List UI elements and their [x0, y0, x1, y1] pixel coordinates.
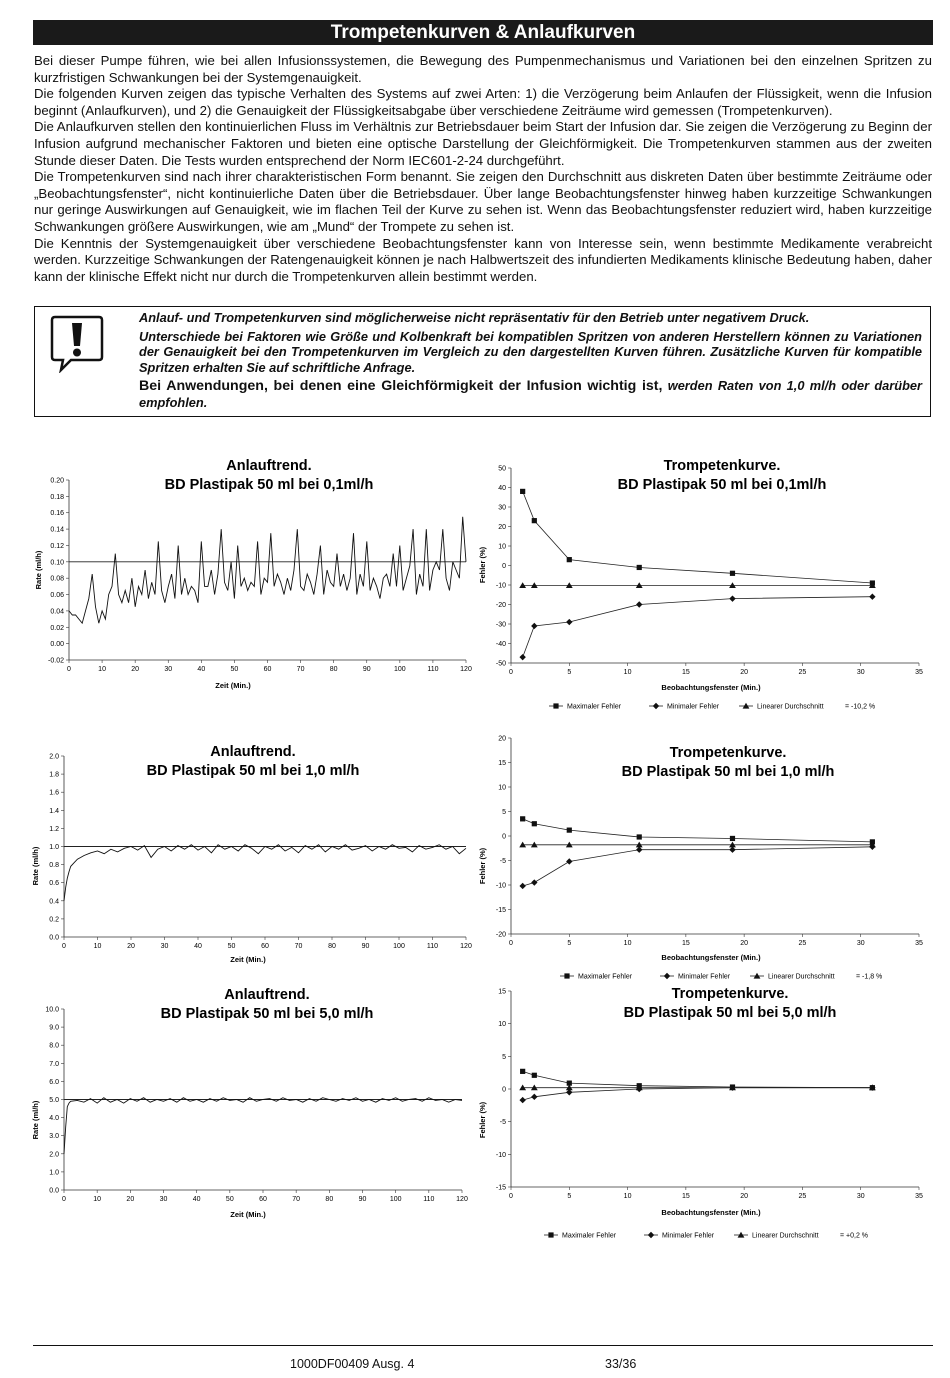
max-error-marker	[520, 489, 525, 494]
y-tick-label: 5.0	[49, 1097, 59, 1104]
page-title: Trompetenkurven & Anlaufkurven	[33, 20, 933, 45]
y-tick-label: 9.0	[49, 1024, 59, 1032]
legend-label: Linearer Durchschnitt	[757, 703, 824, 711]
y-axis-label: Fehler (%)	[478, 546, 487, 584]
chart-subtitle: BD Plastipak 50 ml bei 0,1ml/h	[617, 477, 827, 493]
y-tick-label: 10	[498, 543, 506, 551]
x-tick-label: 10	[623, 1193, 632, 1200]
x-tick-label: 15	[681, 1193, 690, 1200]
x-tick-label: 20	[740, 1193, 749, 1200]
x-tick-label: 60	[261, 943, 269, 950]
max-error-marker	[730, 571, 735, 576]
legend-average-value: = -10,2 %	[845, 703, 876, 711]
x-tick-label: 90	[362, 666, 371, 673]
y-tick-label: -20	[495, 931, 506, 939]
y-tick-label: 0	[502, 1086, 506, 1094]
x-axis-label: Beobachtungsfenster (Min.)	[661, 1208, 761, 1217]
legend-average-value: = -1,8 %	[856, 973, 883, 981]
x-tick-label: 50	[230, 666, 239, 673]
x-tick-label: 35	[915, 669, 923, 676]
x-tick-label: 60	[263, 666, 272, 673]
max-error-marker	[532, 518, 537, 523]
x-tick-label: 120	[460, 943, 472, 950]
legend-label: Minimaler Fehler	[662, 1232, 715, 1240]
y-tick-label: 30	[498, 504, 506, 512]
min-error-marker	[531, 623, 537, 629]
y-tick-label: 10.0	[45, 1006, 59, 1014]
x-axis-label: Beobachtungsfenster (Min.)	[661, 683, 761, 692]
min-error-marker	[664, 973, 670, 979]
x-tick-label: 20	[740, 940, 749, 947]
x-tick-label: 110	[426, 943, 439, 950]
warning-line: Unterschiede bei Faktoren wie Größe und Kolbenkraft bei kompatiblen Spritzen von anderen Herstellern können zu Variationen der Genauigkeit bei den Trompetenkurven im Vergleich zu den dargestellten Kurven führen. Zusätzliche Kurven für kompatible Spritzen erhalten Sie auf schriftliche Anfrage.	[139, 328, 922, 375]
y-tick-label: -5	[499, 1119, 506, 1127]
min-error-marker	[519, 883, 525, 889]
min-error-marker	[729, 847, 735, 853]
x-tick-label: 100	[393, 666, 406, 673]
min-error-marker	[636, 847, 642, 853]
x-tick-label: 100	[393, 943, 405, 950]
footer-rule	[33, 1345, 933, 1346]
series-line	[523, 847, 873, 886]
x-tick-label: 35	[915, 1193, 923, 1200]
legend-label: Maximaler Fehler	[567, 703, 622, 711]
x-tick-label: 5	[567, 1193, 572, 1200]
y-axis-label: Rate (ml/h)	[31, 1100, 40, 1140]
x-tick-label: 30	[164, 666, 173, 673]
min-error-marker	[566, 619, 572, 625]
y-tick-label: 0.00	[50, 641, 64, 649]
y-tick-label: 20	[498, 524, 506, 531]
x-tick-label: 90	[361, 943, 370, 950]
y-tick-label: 40	[498, 485, 506, 492]
x-tick-label: 0	[67, 666, 71, 673]
min-error-marker	[648, 1232, 654, 1238]
x-tick-label: 20	[126, 1196, 135, 1203]
rate-line	[64, 845, 466, 901]
min-error-marker	[729, 595, 735, 601]
legend-label: Linearer Durchschnitt	[752, 1232, 819, 1240]
x-tick-label: 10	[98, 666, 106, 673]
y-tick-label: 5	[502, 1053, 506, 1061]
x-tick-label: 120	[456, 1196, 468, 1203]
x-tick-label: 20	[127, 943, 135, 950]
x-tick-label: 80	[329, 666, 338, 673]
x-tick-label: 50	[225, 1196, 234, 1203]
x-tick-label: 10	[93, 943, 102, 950]
chart-subtitle: BD Plastipak 50 ml bei 1,0 ml/h	[621, 764, 835, 780]
x-tick-label: 80	[328, 943, 336, 950]
max-error-marker	[567, 557, 572, 562]
warning-line: Anlauf- und Trompetenkurven sind möglicherweise nicht repräsentativ für den Betrieb unter negativem Druck.	[139, 310, 810, 325]
x-tick-label: 100	[389, 1196, 402, 1203]
x-tick-label: 70	[292, 1196, 301, 1203]
x-tick-label: 40	[192, 1196, 201, 1203]
y-tick-label: 8.0	[49, 1042, 59, 1050]
x-axis-label: Zeit (Min.)	[230, 955, 266, 964]
x-tick-label: 25	[798, 1193, 807, 1200]
max-error-marker	[567, 828, 572, 833]
series-line	[523, 1071, 873, 1087]
y-tick-label: 0.04	[50, 608, 64, 616]
warning-recommendation: werden Raten von 1,0 ml/h oder darüber empfohlen.	[139, 378, 922, 410]
x-tick-label: 5	[567, 669, 572, 676]
legend-label: Minimaler Fehler	[678, 973, 731, 981]
max-error-marker	[730, 836, 735, 841]
min-error-marker	[869, 594, 875, 600]
x-tick-label: 70	[294, 943, 303, 950]
y-tick-label: 1.0	[49, 1169, 59, 1177]
chart-subtitle: BD Plastipak 50 ml bei 1,0 ml/h	[146, 763, 360, 779]
y-tick-label: 0.0	[49, 1187, 59, 1195]
intro-paragraph: Die Trompetenkurven sind nach ihrer charakteristischen Form benannt. Sie zeigen den Durchschnitt aus diskreten Daten über bestimmte Zeiträume oder „Beobachtungsfenster“, nicht kontinuierliche Daten über die Betriebsdauer. Über lange Beobachtungsfenster hinweg haben kurzzeitige Schwankungen nur geringe Auswirkungen auf Genauigkeit, wie im flachen Teil der Kurve zu sehen ist. Wenn das Beobachtungsfenster reduziert wird, haben kurzzeitige Schwankungen größere Auswirkungen, wie am „Mund“ der Trompete zu sehen ist.	[34, 169, 932, 234]
y-tick-label: 0.8	[49, 862, 59, 870]
y-tick-label: 0.16	[50, 510, 64, 518]
y-tick-label: 7.0	[49, 1060, 59, 1068]
max-error-marker	[637, 834, 642, 839]
x-tick-label: 50	[227, 943, 236, 950]
y-tick-label: -15	[495, 1184, 506, 1192]
x-tick-label: 80	[325, 1196, 334, 1203]
intro-paragraph: Die Anlaufkurven stellen den kontinuierlichen Fluss im Verhältnis zur Betriebsdauer beim Start der Infusion dar. Sie zeigen die Verzögerung zu Beginn der Infusion aufgrund mechanischer Faktoren und bieten eine optische Darstellung der Gleichförmigkeit. Die Trompetenkurven stammen aus der zweiten Stunde dieser Daten. Die Tests wurden entsprechend der Norm IEC601-2-24 durchgeführt.	[34, 119, 932, 168]
chart-subtitle: BD Plastipak 50 ml bei 5,0 ml/h	[623, 1005, 837, 1021]
x-tick-label: 30	[159, 1196, 168, 1203]
x-tick-label: 30	[160, 943, 169, 950]
y-tick-label: 1.0	[49, 844, 59, 851]
x-tick-label: 0	[509, 940, 513, 947]
y-tick-label: 0.0	[49, 934, 59, 942]
document-id: 1000DF00409 Ausg. 4	[290, 1357, 415, 1371]
series-line	[523, 819, 873, 842]
y-axis-label: Rate (ml/h)	[31, 846, 40, 886]
rate-line	[64, 1098, 462, 1154]
max-error-marker	[532, 1073, 537, 1078]
y-tick-label: 0.06	[50, 592, 64, 600]
y-tick-label: -5	[499, 858, 506, 865]
intro-paragraph: Die Kenntnis der Systemgenauigkeit über verschiedene Beobachtungsfenster kann von Interesse sein, wenn bestimmte Medikamente verabreicht werden. Kurzzeitige Schwankungen der Ratengenauigkeit können je nach Halbwertszeit des infundierten Medikaments klinische Bedeutung haben, daher kann der klinische Effekt nicht nur durch die Trompetenkurven allein bestimmt werden.	[34, 235, 932, 284]
legend-label: Maximaler Fehler	[578, 973, 633, 981]
y-tick-label: 0.10	[50, 559, 64, 567]
y-tick-label: 50	[498, 465, 506, 473]
x-tick-label: 60	[259, 1196, 267, 1203]
y-tick-label: 1.8	[49, 771, 59, 779]
chart-subtitle: BD Plastipak 50 ml bei 0,1ml/h	[164, 477, 374, 493]
y-tick-label: -20	[495, 602, 506, 609]
x-tick-label: 90	[358, 1196, 367, 1203]
x-tick-label: 10	[93, 1196, 102, 1203]
max-error-marker	[520, 816, 525, 821]
x-tick-label: 10	[623, 669, 632, 676]
legend-average-value: = +0,2 %	[840, 1232, 869, 1240]
chart-title: Trompetenkurve.	[669, 745, 787, 761]
y-tick-label: -10	[495, 582, 506, 590]
x-tick-label: 0	[62, 943, 66, 950]
x-tick-label: 30	[856, 940, 865, 947]
y-tick-label: 20	[498, 735, 506, 743]
y-tick-label: 15	[498, 988, 506, 996]
max-error-marker	[548, 1232, 553, 1237]
min-error-marker	[531, 879, 537, 885]
series-line	[523, 1088, 873, 1100]
y-tick-label: 0.20	[50, 477, 64, 485]
x-tick-label: 10	[623, 940, 632, 947]
x-tick-label: 15	[681, 940, 690, 947]
series-line	[523, 597, 873, 657]
y-tick-label: -50	[495, 660, 506, 668]
x-tick-label: 5	[567, 940, 572, 947]
min-error-marker	[519, 654, 525, 660]
max-error-marker	[637, 565, 642, 570]
y-tick-label: 0.18	[50, 493, 64, 501]
chart-title: Anlauftrend.	[226, 458, 312, 474]
y-tick-label: -15	[495, 907, 506, 914]
x-tick-label: 20	[131, 666, 140, 673]
y-axis-label: Fehler (%)	[478, 1101, 487, 1139]
y-tick-label: 0.12	[50, 542, 64, 550]
y-tick-label: 0.4	[49, 898, 59, 906]
y-tick-label: 2.0	[49, 1151, 59, 1159]
x-tick-label: 15	[681, 669, 690, 676]
y-tick-label: 1.4	[49, 807, 59, 815]
y-tick-label: 3.0	[49, 1133, 59, 1141]
x-tick-label: 40	[197, 666, 206, 673]
x-tick-label: 35	[915, 940, 923, 947]
x-tick-label: 0	[509, 669, 513, 676]
y-tick-label: 15	[498, 760, 506, 767]
x-axis-label: Zeit (Min.)	[215, 681, 251, 690]
x-tick-label: 110	[427, 666, 439, 673]
y-tick-label: -0.02	[48, 657, 64, 665]
series-line	[523, 491, 873, 583]
x-tick-label: 30	[856, 1193, 865, 1200]
min-error-marker	[531, 1094, 537, 1100]
max-error-marker	[520, 1069, 525, 1074]
intro-paragraph: Bei dieser Pumpe führen, wie bei allen Infusionssystemen, die Bewegung des Pumpenmechanismus und Variationen bei den einzelnen Spritzen zu kurzfristigen Schwankungen bei der Systemgenauigkeit.	[34, 53, 932, 85]
y-tick-label: 0.6	[49, 880, 59, 888]
y-tick-label: 0	[502, 833, 506, 841]
x-tick-label: 110	[423, 1196, 435, 1203]
chart-title: Trompetenkurve.	[671, 986, 789, 1002]
chart-title: Trompetenkurve.	[663, 458, 781, 474]
y-tick-label: -30	[495, 621, 506, 629]
intro-paragraph: Die folgenden Kurven zeigen das typische Verhalten des Systems auf zwei Arten: 1) die Verzögerung beim Anlaufen der Flüssigkeit, wenn die Infusion beginnt (Anlaufkurven), und 2) die Genauigkeit der Flüssigkeitsabgabe über verschiedene Zeiträume wird gemessen (Trompetenkurven).	[34, 86, 932, 118]
chart-title: Anlauftrend.	[210, 744, 296, 760]
y-tick-label: 2.0	[49, 753, 59, 761]
min-error-marker	[566, 858, 572, 864]
y-tick-label: 4.0	[49, 1115, 59, 1123]
x-tick-label: 0	[62, 1196, 66, 1203]
y-tick-label: 1.2	[49, 825, 59, 833]
y-tick-label: 0.2	[49, 916, 59, 924]
y-tick-label: 10	[498, 1021, 506, 1029]
y-tick-label: 0	[502, 563, 506, 570]
x-tick-label: 120	[460, 666, 472, 673]
page-number: 33/36	[605, 1357, 637, 1371]
y-tick-label: -40	[495, 641, 506, 648]
y-axis-label: Fehler (%)	[478, 847, 487, 885]
min-error-marker	[519, 1097, 525, 1103]
y-tick-label: 0.02	[50, 624, 64, 632]
y-tick-label: 6.0	[49, 1078, 59, 1086]
y-tick-label: 0.14	[50, 526, 64, 534]
rate-line	[69, 517, 466, 623]
y-tick-label: -10	[495, 1151, 506, 1159]
max-error-marker	[532, 821, 537, 826]
y-tick-label: 0.08	[50, 575, 64, 583]
y-tick-label: 5	[502, 809, 506, 816]
min-error-marker	[653, 703, 659, 709]
x-tick-label: 70	[296, 666, 305, 673]
max-error-marker	[553, 703, 558, 708]
max-error-marker	[564, 973, 569, 978]
x-tick-label: 25	[798, 940, 807, 947]
x-tick-label: 20	[740, 669, 749, 676]
legend-label: Linearer Durchschnitt	[768, 973, 835, 981]
y-tick-label: -10	[495, 882, 506, 890]
x-axis-label: Beobachtungsfenster (Min.)	[661, 953, 761, 962]
x-axis-label: Zeit (Min.)	[230, 1210, 266, 1219]
x-tick-label: 30	[856, 669, 865, 676]
warning-emphasis: Bei Anwendungen, bei denen eine Gleichförmigkeit der Infusion wichtig ist,	[139, 378, 663, 395]
x-tick-label: 0	[509, 1193, 513, 1200]
y-tick-label: 10	[498, 784, 506, 792]
chart-subtitle: BD Plastipak 50 ml bei 5,0 ml/h	[160, 1006, 374, 1022]
x-tick-label: 40	[194, 943, 202, 950]
chart-title: Anlauftrend.	[224, 987, 310, 1003]
legend-label: Minimaler Fehler	[667, 703, 720, 711]
min-error-marker	[636, 601, 642, 607]
y-axis-label: Rate (ml/h)	[34, 550, 43, 590]
legend-label: Maximaler Fehler	[562, 1232, 617, 1240]
x-tick-label: 25	[798, 669, 807, 676]
y-tick-label: 1.6	[49, 789, 59, 797]
